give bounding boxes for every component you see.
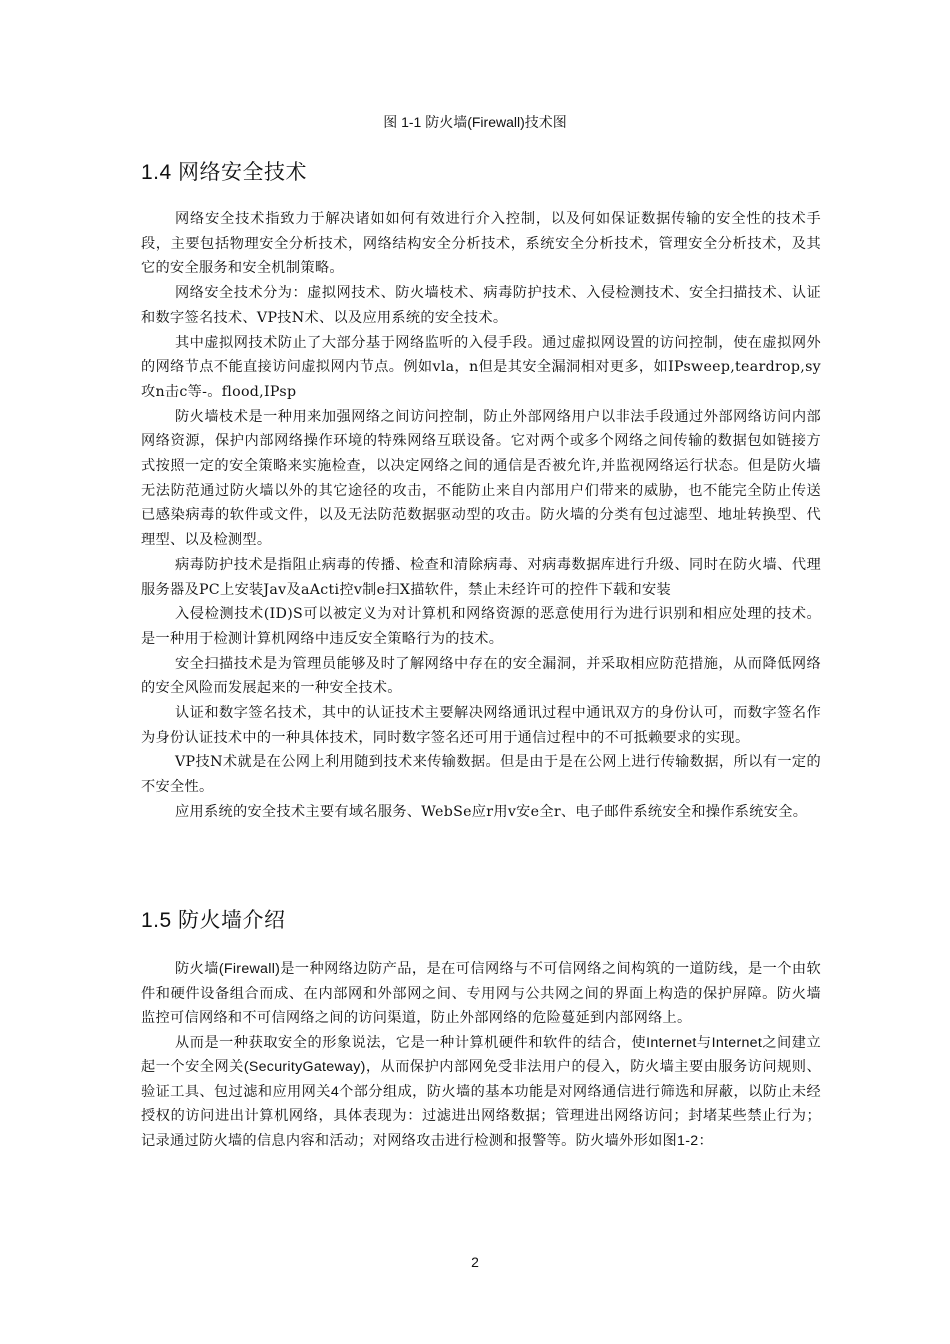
paragraph: 安全扫描技术是为管理员能够及时了解网络中存在的安全漏洞，并采取相应防范措施，从而降低网络的安全风险而发展起来的一种安全技术。: [141, 655, 821, 697]
section-heading-1-4: 1.4 网络安全技术: [141, 161, 308, 184]
section-heading-1-5: 1.5 防火墙介绍: [141, 909, 286, 932]
paragraph: 应用系统的安全技术主要有域名服务、WebSe应r用v安e全r、电子邮件系统安全和操作系统安全。: [175, 803, 808, 820]
section-body-1-5: [141, 957, 821, 1153]
paragraph: 入侵检测技术(ID)S可以被定义为对计算机和网络资源的恶意使用行为进行识别和相应处理的技术。是一种用于检测计算机网络中违反安全策略行为的技术。: [141, 606, 821, 647]
paragraph: VP技N术就是在公网上利用随到技术来传输数据。但是由于是在公网上进行传输数据，所以有一定的不安全性。: [141, 754, 821, 796]
paragraph: 网络安全技术指致力于解决诸如如何有效进行介入控制，以及何如保证数据传输的安全性的技术手段，主要包括物理安全分析技术，网络结构安全分析技术，系统安全分析技术，管理安全分析技术，及其它的安全服务和安全机制策略。: [141, 211, 821, 277]
page-number: 2: [471, 1254, 479, 1270]
paragraph: 网络安全技术分为：虚拟网技术、防火墙枝术、病毒防护技术、入侵检测技术、安全扫描技术、认证和数字签名技术、VP技N术、以及应用系统的安全技术。: [141, 285, 821, 326]
section-body-1-4: [141, 207, 821, 825]
figure-caption: 图 1-1 防火墙(Firewall)技术图: [383, 114, 567, 130]
paragraph: 病毒防护技术是指阻止病毒的传播、检查和清除病毒、对病毒数据库进行升级、同时在防火墙、代理服务器及PC上安装Jav及aActi控v制e扫X描软件，禁止未经许可的控件下载和安装: [141, 556, 821, 598]
paragraph: 防火墙枝术是一种用来加强网络之间访问控制，防止外部网络用户以非法手段通过外部网络访问内部网络资源，保护内部网络操作环境的特殊网络互联设备。它对两个或多个网络之间传输的数据包如链接方式按照一定的安全策略来实施检查，以决定网络之间的通信是否被允许,并监视网络运行状态。但是防火墙无法防范通过防火墙以外的其它途径的攻击，不能防止来自内部用户们带来的威胁，也不能完全防止传送已感染病毒的软件或文件，以及无法防范数据驱动型的攻击。防火墙的分类有包过滤型、地址转换型、代理型、以及检测型。: [141, 408, 821, 549]
paragraph: 防火墙(Firewall)是一种网络边防产品，是在可信网络与不可信网络之间构筑的一道防线，是一个由软件和硬件设备组合而成、在内部网和外部网之间、专用网与公共网之间的界面上构造的保护屏障。防火墙监控可信网络和不可信网络之间的访问渠道，防止外部网络的危险蔓延到内部网络上。: [141, 961, 821, 1026]
paragraph: 其中虚拟网技术防止了大部分基于网络监听的入侵手段。通过虚拟网设置的访问控制，使在虚拟网外的网络节点不能直接访问虚拟网内节点。例如vla，n但是其安全漏洞相对更多，如IPsweep,teardrop,sy攻n击c等-。flood,IPsp: [141, 334, 821, 400]
paragraph: 从而是一种获取安全的形象说法，它是一种计算机硬件和软件的结合，使Internet与Internet之间建立起一个安全网关(SecurityGateway)，从而保护内部网免受非法用户的侵入，防火墙主要由服务访问规则、验证工具、包过滤和应用网关4个部分组成，防火墙的基本功能是对网络通信进行筛选和屏蔽，以防止未经授权的访问进出计算机网络，具体表现为：过滤进出网络数据；管理进出网络访问；封堵某些禁止行为；记录通过防火墙的信息内容和活动；对网络攻击进行检测和报警等。防火墙外形如图1-2：: [141, 1034, 821, 1149]
paragraph: 认证和数字签名技术，其中的认证技术主要解决网络通讯过程中通讯双方的身份认可，而数字签名作为身份认证技术中的一种具体技术，同时数字签名还可用于通信过程中的不可抵赖要求的实现。: [141, 705, 821, 746]
